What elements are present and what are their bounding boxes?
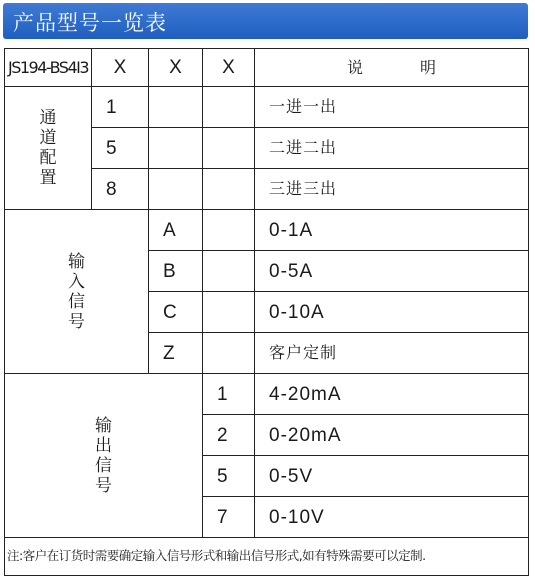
output-code: 5 <box>203 456 255 497</box>
output-desc: 0-10V <box>255 497 529 538</box>
channel-desc: 一进一出 <box>255 87 529 128</box>
output-label: 输出信号 <box>95 415 112 496</box>
empty-cell <box>203 87 255 128</box>
footnote: 注:客户在订货时需要确定输入信号形式和输出信号形式,如有特殊需要可以定制. <box>5 538 529 576</box>
model-table <box>4 48 529 576</box>
channel-row <box>5 87 529 128</box>
input-section-cell <box>5 210 149 374</box>
input-code: A <box>149 210 203 251</box>
page-title: 产品型号一览表 <box>13 11 167 35</box>
output-row <box>5 374 529 415</box>
empty-cell <box>203 333 255 374</box>
model-code: JS194-BS4I3 <box>5 49 92 87</box>
empty-cell <box>149 87 203 128</box>
input-code: B <box>149 251 203 292</box>
description-header: 说 明 <box>255 49 529 87</box>
output-desc: 0-20mA <box>255 415 529 456</box>
output-desc: 0-5V <box>255 456 529 497</box>
input-desc: 0-5A <box>255 251 529 292</box>
header-row <box>5 49 529 87</box>
channel-desc: 三进三出 <box>255 169 529 210</box>
empty-cell <box>149 128 203 169</box>
note-row <box>5 538 529 576</box>
output-section-cell <box>5 374 203 538</box>
empty-cell <box>203 169 255 210</box>
channel-label: 通道配置 <box>39 108 57 188</box>
input-label: 输入信号 <box>68 251 85 332</box>
placeholder-x-1: X <box>92 49 149 87</box>
channel-code: 5 <box>92 128 149 169</box>
empty-cell <box>149 169 203 210</box>
input-desc: 0-1A <box>255 210 529 251</box>
placeholder-x-2: X <box>149 49 203 87</box>
output-code: 2 <box>203 415 255 456</box>
empty-cell <box>203 128 255 169</box>
output-code: 7 <box>203 497 255 538</box>
title-bar <box>3 3 528 39</box>
placeholder-x-3: X <box>203 49 255 87</box>
empty-cell <box>203 210 255 251</box>
output-desc: 4-20mA <box>255 374 529 415</box>
input-desc: 0-10A <box>255 292 529 333</box>
output-code: 1 <box>203 374 255 415</box>
empty-cell <box>203 251 255 292</box>
input-code: C <box>149 292 203 333</box>
channel-section-cell <box>5 87 92 210</box>
empty-cell <box>203 292 255 333</box>
channel-desc: 二进二出 <box>255 128 529 169</box>
input-code: Z <box>149 333 203 374</box>
channel-code: 8 <box>92 169 149 210</box>
input-row <box>5 210 529 251</box>
input-desc: 客户定制 <box>255 333 529 374</box>
channel-code: 1 <box>92 87 149 128</box>
